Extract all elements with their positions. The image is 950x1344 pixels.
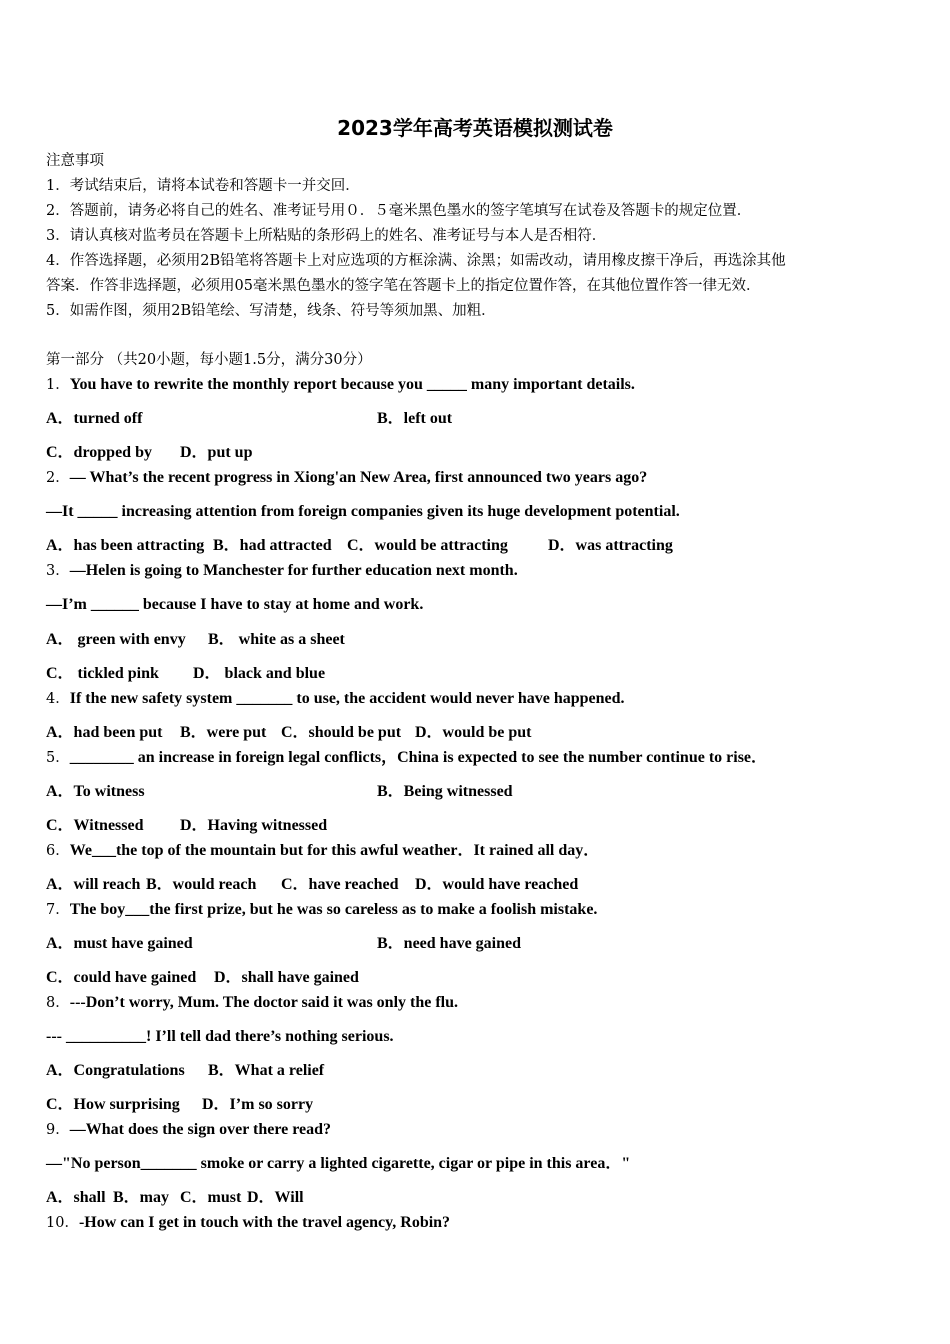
- question-text: ________ an increase in foreign legal conflicts，China is expected to see the number continue to rise．: [69, 749, 768, 766]
- option-d: D．shall have gained: [214, 969, 359, 986]
- option-c: C．should be put: [281, 724, 402, 741]
- question-stem: [46, 748, 767, 768]
- question-text-line2: —It _____ increasing attention from foreign companies given its huge development potential.: [46, 503, 680, 520]
- option-b: B．were put: [180, 724, 267, 741]
- question-stem: [46, 1120, 331, 1140]
- option-b: B．had attracted: [213, 537, 332, 554]
- question-text-line2: --- __________! I’ll tell dad there’s nothing serious.: [46, 1028, 394, 1045]
- option-c: C．have reached: [281, 876, 399, 893]
- question-text: —What does the sign over there read?: [69, 1121, 332, 1138]
- option-a: A．had been put: [46, 724, 163, 741]
- option-d: D．would have reached: [415, 876, 579, 893]
- question-number: 9．: [46, 1122, 70, 1138]
- question-text: ---Don’t worry, Mum. The doctor said it was only the flu.: [69, 994, 459, 1011]
- question-text: You have to rewrite the monthly report because you _____ many important details.: [69, 376, 635, 393]
- question-stem: [46, 561, 518, 581]
- question-text: If the new safety system _______ to use, the accident would never have happened.: [69, 690, 625, 707]
- option-c: C．How surprising: [46, 1096, 180, 1113]
- option-c: C． tickled pink: [46, 665, 159, 682]
- question-number: 7．: [46, 902, 70, 918]
- option-a: A．Congratulations: [46, 1062, 185, 1079]
- question-number: 2．: [46, 470, 70, 486]
- notice-item: 3．请认真核对监考员在答题卡上所粘贴的条形码上的姓名、准考证号与本人是否相符．: [46, 228, 607, 244]
- question-stem: [46, 468, 647, 488]
- option-b: B． white as a sheet: [208, 631, 345, 648]
- question-text: — What’s the recent progress in Xiong'an New Area, first announced two years ago?: [69, 469, 648, 486]
- question-text: -How can I get in touch with the travel agency, Robin?: [78, 1214, 451, 1231]
- question-text: The boy___the first prize, but he was so careless as to make a foolish mistake.: [69, 901, 598, 918]
- option-b: B．need have gained: [377, 935, 522, 952]
- notice-heading: 注意事项: [46, 153, 104, 169]
- question-text-line2: —I’m ______ because I have to stay at home and work.: [46, 596, 424, 613]
- option-d: D．put up: [180, 444, 253, 461]
- question-text: —Helen is going to Manchester for further education next month.: [69, 562, 518, 579]
- option-c: C．must: [180, 1189, 242, 1206]
- option-a: A．turned off: [46, 410, 143, 427]
- question-stem: [46, 375, 635, 395]
- option-c: C．dropped by: [46, 444, 152, 461]
- notice-item: 4．作答选择题，必须用2B铅笔将答题卡上对应选项的方框涂满、涂黑；如需改动，请用橡皮擦干净后，再选涂其他: [46, 253, 786, 269]
- notice-item: 1．考试结束后，请将本试卷和答题卡一并交回．: [46, 178, 360, 194]
- notice-item: 答案．作答非选择题，必须用05毫米黑色墨水的签字笔在答题卡上的指定位置作答，在其他位置作答一律无效．: [46, 278, 761, 294]
- option-c: C．would be attracting: [347, 537, 508, 554]
- exam-title: 2023学年高考英语模拟测试卷: [337, 116, 613, 140]
- notice-item: 5．如需作图，须用2B铅笔绘、写清楚，线条、符号等须加黑、加粗．: [46, 303, 496, 319]
- option-a: A．has been attracting: [46, 537, 205, 554]
- option-a: A．must have gained: [46, 935, 193, 952]
- question-number: 6．: [46, 843, 70, 859]
- option-d: D．I’m so sorry: [202, 1096, 314, 1113]
- section-heading: 第一部分 （共20小题，每小题1.5分，满分30分）: [46, 352, 372, 368]
- question-stem: [46, 689, 625, 709]
- question-number: 8．: [46, 995, 70, 1011]
- option-b: B．would reach: [146, 876, 257, 893]
- notice-item: 2．答题前，请务必将自己的姓名、准考证号用０．５毫米黑色墨水的签字笔填写在试卷及答题卡的规定位置．: [46, 203, 752, 219]
- option-d: D．was attracting: [548, 537, 673, 554]
- question-text-line2: —"No person_______ smoke or carry a lighted cigarette, cigar or pipe in this area．": [46, 1155, 631, 1172]
- option-c: C．Witnessed: [46, 817, 144, 834]
- option-b: B．What a relief: [208, 1062, 325, 1079]
- option-d: D．Having witnessed: [180, 817, 328, 834]
- question-number: 1．: [46, 377, 70, 393]
- option-b: B．may: [113, 1189, 170, 1206]
- option-b: B．Being witnessed: [377, 783, 513, 800]
- option-a: A． green with envy: [46, 631, 186, 648]
- option-c: C．could have gained: [46, 969, 197, 986]
- option-a: A．shall: [46, 1189, 106, 1206]
- option-b: B．left out: [377, 410, 453, 427]
- question-number: 5．: [46, 750, 70, 766]
- question-text: We___the top of the mountain but for this awful weather．It rained all day．: [69, 842, 600, 859]
- option-d: D．Will: [247, 1189, 304, 1206]
- option-d: D．would be put: [415, 724, 532, 741]
- question-stem: [46, 841, 599, 861]
- question-stem: [46, 993, 458, 1013]
- question-number: 3．: [46, 563, 70, 579]
- option-d: D． black and blue: [193, 665, 326, 682]
- question-stem: [46, 900, 597, 920]
- option-a: A．will reach: [46, 876, 141, 893]
- question-number: 4．: [46, 691, 70, 707]
- question-stem: [46, 1213, 450, 1233]
- question-number: 10．: [46, 1215, 79, 1231]
- option-a: A．To witness: [46, 783, 145, 800]
